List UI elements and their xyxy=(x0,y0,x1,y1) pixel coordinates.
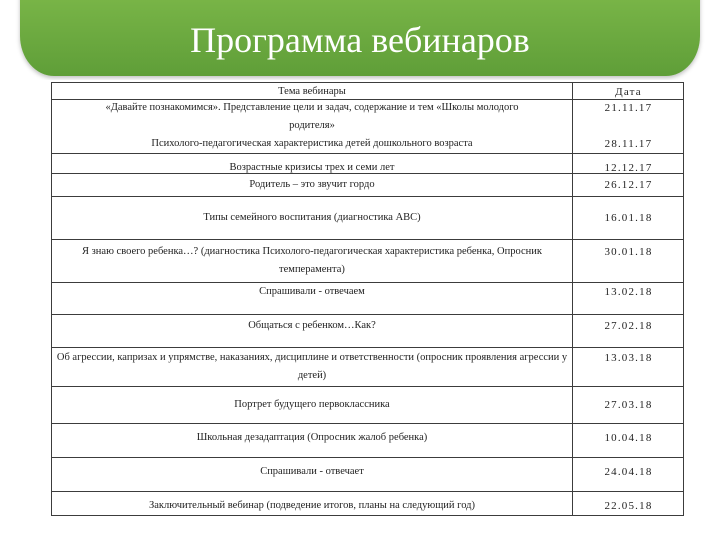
row-separator xyxy=(52,423,683,424)
table-row-date: 24.04.18 xyxy=(604,466,653,478)
table-row-topic: Школьная дезадаптация (Опросник жалоб ребенка) xyxy=(196,432,428,443)
column-header-date: Дата xyxy=(615,86,642,98)
table-row-topic: Портрет будущего первоклассника xyxy=(234,399,390,410)
table-row-date: 12.12.17 xyxy=(604,162,653,174)
webinar-schedule-table xyxy=(51,82,684,516)
table-row-topic: Психолого-педагогическая характеристика детей дошкольного возраста xyxy=(151,138,473,149)
row-separator xyxy=(52,153,683,154)
table-row-topic: Общаться с ребенком…Как? xyxy=(248,320,376,331)
table-row-date: 13.03.18 xyxy=(604,352,653,364)
table-row-topic: Я знаю своего ребенка…? (диагностика Психолого-педагогическая характеристика ребенка, Опросник темперамента) xyxy=(82,246,542,275)
table-row-topic: «Давайте познакомимся». Представление цели и задач, содержание и тем «Школы молодого родителя» xyxy=(105,102,519,131)
row-separator xyxy=(52,491,683,492)
row-separator xyxy=(52,239,683,240)
row-separator xyxy=(52,386,683,387)
row-separator xyxy=(52,457,683,458)
table-row-topic: Об агрессии, капризах и упрямстве, наказаниях, дисциплине и ответственности (опросник проявления агрессии у детей) xyxy=(56,352,568,381)
row-separator xyxy=(52,347,683,348)
table-row-topic: Родитель – это звучит гордо xyxy=(249,179,375,190)
column-header-topic: Тема вебинары xyxy=(278,86,346,97)
table-row-topic: Спрашивали - отвечает xyxy=(260,466,364,477)
table-row-date: 13.02.18 xyxy=(604,286,653,298)
page-title: Программа вебинаров xyxy=(190,20,530,60)
table-row-date: 27.03.18 xyxy=(604,399,653,411)
row-separator xyxy=(52,196,683,197)
table-row-date: 22.05.18 xyxy=(604,500,653,512)
table-row-date: 10.04.18 xyxy=(604,432,653,444)
table-row-date: 27.02.18 xyxy=(604,320,653,332)
title-banner xyxy=(0,0,720,80)
table-row-topic: Заключительный вебинар (подведение итогов, планы на следующий год) xyxy=(148,500,475,511)
table-row-date: 21.11.17 xyxy=(604,102,653,114)
table-row-topic: Типы семейного воспитания (диагностика АВС) xyxy=(203,212,421,223)
table-row-topic: Спрашивали - отвечаем xyxy=(259,286,365,297)
table-row-topic: Возрастные кризисы трех и семи лет xyxy=(229,162,395,173)
table-row-date: 16.01.18 xyxy=(604,212,653,224)
row-separator xyxy=(52,314,683,315)
table-row-date: 26.12.17 xyxy=(604,179,653,191)
table-row-date: 30.01.18 xyxy=(604,246,653,258)
table-row-date: 28.11.17 xyxy=(604,138,653,150)
